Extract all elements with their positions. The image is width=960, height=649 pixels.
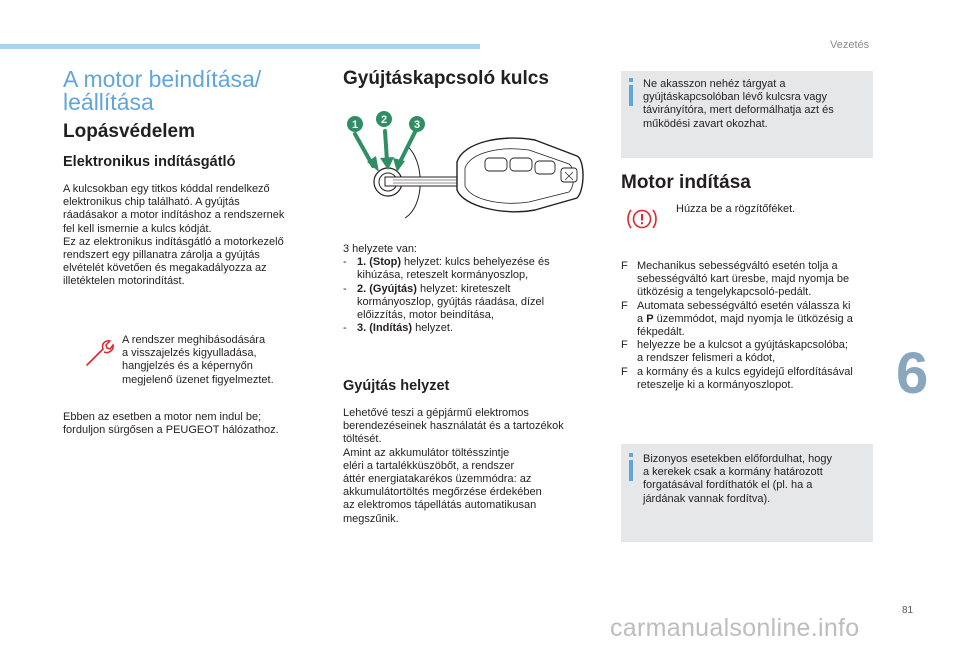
bullet-marker: F	[621, 299, 628, 312]
ignition-text	[343, 407, 608, 526]
text-line: Ne akasszon nehéz tárgyat a	[643, 78, 786, 90]
list-item	[343, 256, 603, 282]
text-line: járdának vannak fordítva).	[643, 492, 771, 505]
info-icon-bar	[629, 460, 633, 481]
text-line: a rendszer felismeri a kódot,	[637, 352, 776, 365]
text-line: fel kell ismernie a kulcs kódját.	[63, 222, 212, 235]
text-line: Ebben az esetben a motor nem indul be;	[63, 411, 262, 423]
dash-marker: -	[343, 282, 347, 295]
text-line: az elektromos tápellátás automatikusan	[343, 499, 537, 512]
text-line: működési zavart okozhat.	[643, 117, 768, 130]
text-line: forduljon sürgősen a PEUGEOT hálózathoz.	[63, 424, 279, 437]
figure-number-1: 1	[351, 119, 359, 131]
text-line: rendszert egy pillanatra zárolja a gyújtás	[63, 249, 260, 262]
text-line: eléri a tartalékküszöbőt, a rendszer	[343, 459, 515, 472]
positions-block	[343, 243, 603, 335]
ignition-key-figure	[345, 106, 610, 236]
text-line: a visszajelzés kigyulladása,	[122, 347, 257, 360]
text-line: reteszelje ki a kormányoszlopot.	[637, 378, 794, 391]
text-line: kormányoszlop, gyújtás ráadása, dízel	[357, 295, 545, 308]
list-item	[621, 260, 886, 300]
bullet-marker: F	[621, 365, 628, 378]
list-item	[343, 322, 603, 335]
text-line: forgatásával fordíthatók el (pl. ha a	[643, 479, 813, 492]
text-line: távirányítóra, mert deformálhatja azt és	[643, 104, 834, 117]
heading-ignition-position: Gyújtás helyzet	[343, 378, 450, 394]
text-line: Bizonyos esetekben előfordulhat, hogy	[643, 453, 832, 465]
chapter-number: 6	[896, 341, 929, 406]
positions-intro: 3 helyzete van:	[343, 243, 417, 255]
text-line: berendezéseinek használatát és a tartozékok	[343, 420, 564, 433]
info-icon	[629, 453, 633, 457]
text-line: A rendszer meghibásodására	[122, 334, 266, 346]
parking-brake-warning-icon	[626, 206, 658, 232]
text-line: sebességváltó kart üresbe, majd nyomja be	[637, 273, 850, 286]
figure-number-3: 3	[413, 119, 421, 131]
position-label: 2. (Gyújtás)	[357, 282, 417, 295]
text-line: töltését.	[343, 433, 382, 446]
bullet-marker: F	[621, 339, 628, 352]
start-steps-list	[621, 260, 886, 392]
section-label: Vezetés	[830, 39, 870, 51]
list-item	[621, 339, 886, 365]
heading-ignition-key: Gyújtáskapcsoló kulcs	[343, 68, 549, 89]
text-line: megjelenő üzenet figyelmeztet.	[122, 373, 274, 386]
info-top-text	[643, 78, 868, 131]
immobiliser-text	[63, 183, 323, 289]
info-callout-bottom	[621, 444, 873, 542]
malfunction-text	[122, 334, 312, 387]
list-item	[621, 366, 886, 392]
text-line: ráadásakor a motor indításhoz a rendszernek	[63, 209, 285, 222]
gear-mode-p: P	[646, 312, 654, 325]
text-line: elvételét követően és megakadályozza az	[63, 262, 267, 275]
text-line: gyújtáskapcsolóban lévő kulcsra vagy	[643, 91, 828, 104]
text-line: kihúzása, reteszelt kormányoszlop,	[357, 269, 529, 282]
heading-engine-start: Motor indítása	[621, 172, 751, 193]
page-title: A motor beindítása/ leállítása	[63, 66, 262, 115]
start-steps	[621, 260, 886, 392]
info-icon-bar	[629, 85, 633, 106]
text-line: A kulcsokban egy titkos kóddal rendelkező	[63, 183, 270, 195]
position-label: 1. (Stop)	[357, 256, 401, 269]
dash-marker: -	[343, 256, 347, 269]
bullet-marker: F	[621, 260, 628, 272]
network-text	[63, 411, 323, 437]
heading-antitheft: Lopásvédelem	[63, 121, 195, 142]
text-line: előizzítás, motor beindítása,	[357, 309, 494, 322]
text-line: áttér energiatakarékos üzemmódra: az	[343, 473, 532, 486]
text-line: Mechanikus sebességváltó esetén tolja a	[637, 260, 838, 272]
watermark: carmanualsonline.info	[610, 614, 860, 642]
list-item	[621, 300, 886, 340]
text-line: Ez az elektronikus indításgátló a motorkezelő	[63, 235, 284, 248]
text-line: Amint az akkumulátor töltésszintje	[343, 446, 510, 459]
text-line: illetéktelen motorindítást.	[63, 275, 185, 288]
text-line: üzemmódot, majd nyomja le ütközésig a	[653, 312, 853, 325]
parking-brake-text: Húzza be a rögzítőféket.	[676, 203, 796, 215]
info-icon	[629, 78, 633, 82]
text-line: megszűnik.	[343, 512, 399, 525]
dash-marker: -	[343, 322, 347, 335]
text-line: hangjelzés és a képernyőn	[122, 360, 253, 373]
wrench-warning-icon	[84, 338, 114, 368]
text-line: helyzet: kireteszelt	[416, 282, 511, 295]
header-accent-bar	[0, 44, 480, 49]
text-line: a kormány és a kulcs egyidejű elfordításával	[637, 365, 853, 378]
text-line: Automata sebességváltó esetén válassza ki	[637, 299, 851, 312]
page-number: 81	[902, 605, 914, 616]
heading-immobiliser: Elektronikus indításgátló	[63, 154, 236, 170]
text-line: akkumulátortöltés megőrzése érdekében	[343, 486, 542, 499]
text-line: elektronikus chip található. A gyújtás	[63, 196, 240, 209]
list-item	[343, 283, 603, 323]
text-line: fékpedált.	[637, 326, 685, 339]
position-label: 3. (Indítás)	[357, 322, 413, 335]
text-line: helyzet.	[412, 322, 453, 335]
text-line: Lehetővé teszi a gépjármű elektromos	[343, 407, 529, 419]
text-line: a kerekek csak a kormány határozott	[643, 466, 823, 479]
info-bottom-text	[643, 453, 868, 506]
figure-number-2: 2	[380, 114, 388, 126]
text-line: a	[637, 312, 647, 325]
info-callout-top	[621, 71, 873, 158]
text-line: helyzet: kulcs behelyezése és	[401, 256, 550, 269]
positions-list	[343, 256, 603, 335]
text-line: helyezze be a kulcsot a gyújtáskapcsolóba;	[637, 339, 848, 352]
text-line: ütközésig a tengelykapcsoló-pedált.	[637, 286, 812, 299]
